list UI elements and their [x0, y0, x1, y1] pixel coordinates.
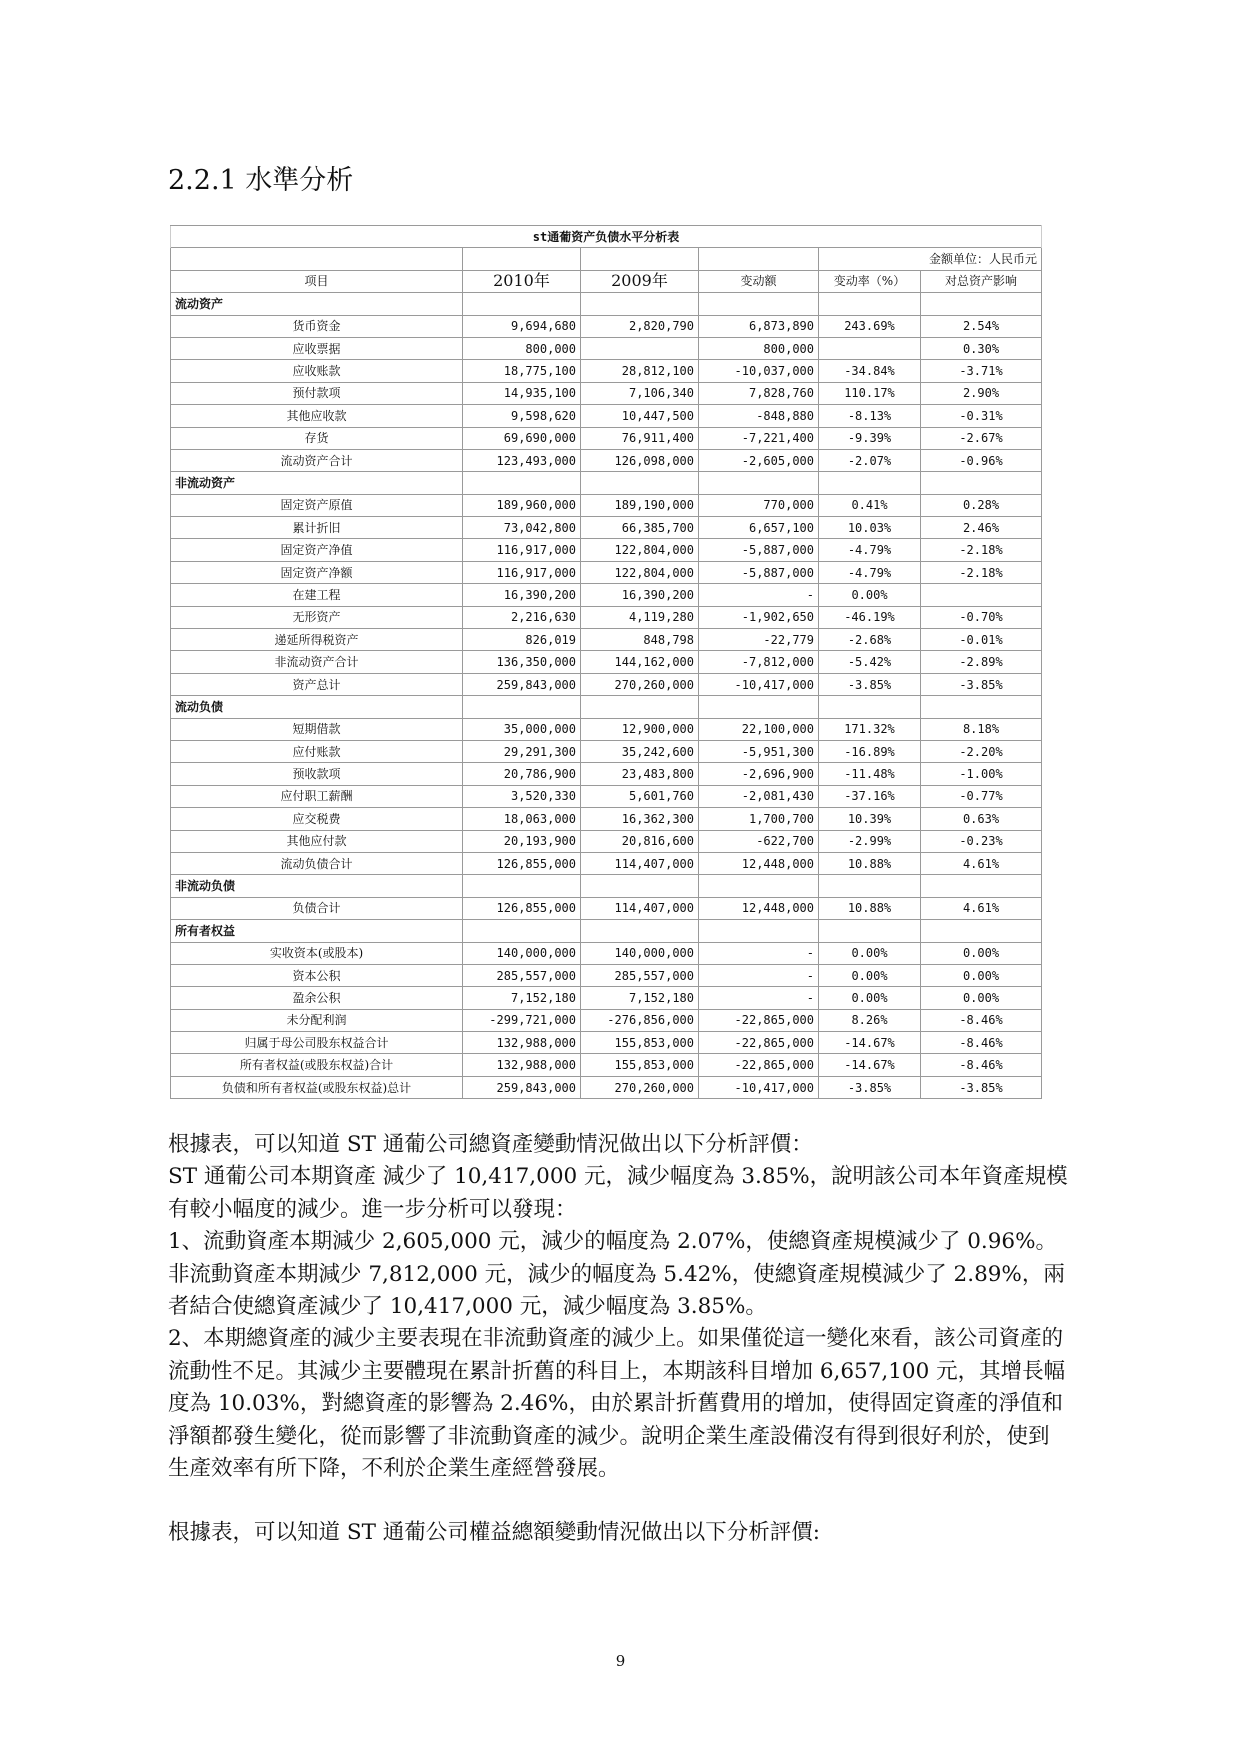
table-row — [171, 740, 1042, 762]
table-row — [171, 964, 1042, 986]
change-amount: 6,657,100 — [699, 517, 819, 539]
table-row — [171, 942, 1042, 964]
row-item-label: 资产总计 — [171, 673, 463, 695]
table-row — [171, 897, 1042, 919]
change-amount: -5,887,000 — [699, 561, 819, 583]
total-asset-impact: 0.63% — [921, 808, 1042, 830]
change-rate: 8.26% — [819, 1009, 921, 1031]
row-item-label: 累计折旧 — [171, 517, 463, 539]
change-rate: -8.13% — [819, 405, 921, 427]
col-header-impact: 对总资产影响 — [921, 270, 1042, 292]
change-amount: 7,828,760 — [699, 382, 819, 404]
value-2009: 10,447,500 — [581, 405, 699, 427]
value-2010: 800,000 — [463, 337, 581, 359]
value-2009: 155,853,000 — [581, 1054, 699, 1076]
row-item-label: 所有者权益(或股东权益)合计 — [171, 1054, 463, 1076]
row-item-label: 应交税费 — [171, 808, 463, 830]
total-asset-impact: -3.85% — [921, 1076, 1042, 1098]
change-amount: 1,700,700 — [699, 808, 819, 830]
total-asset-impact: 8.18% — [921, 718, 1042, 740]
total-asset-impact: -0.01% — [921, 629, 1042, 651]
paragraph: 根據表，可以知道 ST 通葡公司權益總額變動情況做出以下分析評價: — [168, 1520, 820, 1546]
section-label: 非流动资产 — [171, 472, 463, 494]
change-amount: 22,100,000 — [699, 718, 819, 740]
change-rate: -3.85% — [819, 1076, 921, 1098]
table-row — [171, 539, 1042, 561]
change-rate: -2.07% — [819, 449, 921, 471]
section-row — [171, 875, 1042, 897]
row-item-label: 负债合计 — [171, 897, 463, 919]
total-asset-impact: -3.85% — [921, 673, 1042, 695]
col-header-item: 项目 — [171, 270, 463, 292]
table-row — [171, 494, 1042, 516]
change-rate: -34.84% — [819, 360, 921, 382]
change-rate: -11.48% — [819, 763, 921, 785]
table-row — [171, 830, 1042, 852]
value-2009: 848,798 — [581, 629, 699, 651]
change-rate: 10.03% — [819, 517, 921, 539]
row-item-label: 固定资产净值 — [171, 539, 463, 561]
change-amount: -10,417,000 — [699, 1076, 819, 1098]
change-rate: -5.42% — [819, 651, 921, 673]
value-2009: 122,804,000 — [581, 539, 699, 561]
change-rate: 0.00% — [819, 942, 921, 964]
table-row — [171, 517, 1042, 539]
paragraph: 2、本期總資產的減少主要表現在非流動資產的減少上。如果僅從這一變化來看，該公司資產的流動性不足。其減少主要體現在累計折舊的科目上，本期該科目增加 6,657,100 元，其增長幅度為 10.03%，對總資產的影響為 2.46%，由於累計折舊費用的增加，使得固定資產的淨值和淨額都發生變化，從而影響了非流動資產的減少。說明企業生產設備沒有得到很好利於，使到生產效率有所下降，不利於企業生產經營發展。 — [168, 1326, 1066, 1482]
table-row — [171, 1076, 1042, 1098]
row-item-label: 应付职工薪酬 — [171, 785, 463, 807]
value-2010: 140,000,000 — [463, 942, 581, 964]
row-item-label: 存货 — [171, 427, 463, 449]
section-label: 流动资产 — [171, 293, 463, 315]
paragraph: ST 通葡公司本期資產 減少了 10,417,000 元，減少幅度為 3.85%，說明該公司本年資產規模有較小幅度的減少。進一步分析可以發現： — [168, 1164, 1068, 1222]
value-2009: 285,557,000 — [581, 964, 699, 986]
row-item-label: 固定资产净额 — [171, 561, 463, 583]
row-item-label: 流动资产合计 — [171, 449, 463, 471]
section-label: 非流动负债 — [171, 875, 463, 897]
change-amount: - — [699, 964, 819, 986]
change-rate — [819, 337, 921, 359]
change-amount: -22,865,000 — [699, 1054, 819, 1076]
value-2009: 4,119,280 — [581, 606, 699, 628]
total-asset-impact — [921, 584, 1042, 606]
total-asset-impact: -8.46% — [921, 1009, 1042, 1031]
table-row — [171, 852, 1042, 874]
page-number: 9 — [615, 1652, 626, 1670]
value-2010: 116,917,000 — [463, 561, 581, 583]
total-asset-impact: -2.89% — [921, 651, 1042, 673]
value-2010: 20,786,900 — [463, 763, 581, 785]
table-row — [171, 1054, 1042, 1076]
change-rate: 0.00% — [819, 584, 921, 606]
value-2010: 14,935,100 — [463, 382, 581, 404]
total-asset-impact: 2.46% — [921, 517, 1042, 539]
change-rate: 10.39% — [819, 808, 921, 830]
table-unit-row — [171, 248, 1042, 270]
change-rate: 110.17% — [819, 382, 921, 404]
value-2010: 132,988,000 — [463, 1054, 581, 1076]
total-asset-impact: -0.77% — [921, 785, 1042, 807]
table-row — [171, 808, 1042, 830]
row-item-label: 负债和所有者权益(或股东权益)总计 — [171, 1076, 463, 1098]
change-amount: -848,880 — [699, 405, 819, 427]
total-asset-impact: -2.67% — [921, 427, 1042, 449]
row-item-label: 固定资产原值 — [171, 494, 463, 516]
value-2009: 35,242,600 — [581, 740, 699, 762]
table-header-row — [171, 270, 1042, 292]
change-rate: 10.88% — [819, 897, 921, 919]
change-amount: -622,700 — [699, 830, 819, 852]
change-rate: -4.79% — [819, 539, 921, 561]
value-2010: 9,598,620 — [463, 405, 581, 427]
row-item-label: 盈余公积 — [171, 987, 463, 1009]
table-row — [171, 382, 1042, 404]
row-item-label: 应收票据 — [171, 337, 463, 359]
row-item-label: 未分配利润 — [171, 1009, 463, 1031]
value-2009: 122,804,000 — [581, 561, 699, 583]
change-rate: 0.41% — [819, 494, 921, 516]
table-row — [171, 561, 1042, 583]
change-rate: 0.00% — [819, 987, 921, 1009]
change-amount: -1,902,650 — [699, 606, 819, 628]
col-header-2010: 2010年 — [463, 270, 581, 292]
value-2009: 114,407,000 — [581, 852, 699, 874]
table-row — [171, 1009, 1042, 1031]
value-2009: 155,853,000 — [581, 1032, 699, 1054]
paragraph: 1、流動資產本期減少 2,605,000 元，減少的幅度為 2.07%，使總資產規模減少了 0.96%。非流動資產本期減少 7,812,000 元，減少的幅度為 5.42%，使總資產規模減少了 2.89%，兩者結合使總資產減少了 10,417,000 元，減少幅度為 3.85%。 — [168, 1229, 1065, 1320]
analysis-text — [168, 1129, 1068, 1550]
table-row — [171, 987, 1042, 1009]
value-2009: 66,385,700 — [581, 517, 699, 539]
total-asset-impact: 0.00% — [921, 987, 1042, 1009]
row-item-label: 应收账款 — [171, 360, 463, 382]
total-asset-impact: 0.00% — [921, 942, 1042, 964]
value-2010: 3,520,330 — [463, 785, 581, 807]
table-row — [171, 718, 1042, 740]
value-2010: 9,694,680 — [463, 315, 581, 337]
change-rate: 171.32% — [819, 718, 921, 740]
row-item-label: 递延所得税资产 — [171, 629, 463, 651]
change-amount: 12,448,000 — [699, 852, 819, 874]
section-label: 所有者权益 — [171, 920, 463, 942]
change-amount: -22,779 — [699, 629, 819, 651]
change-amount: -22,865,000 — [699, 1032, 819, 1054]
change-rate: -9.39% — [819, 427, 921, 449]
change-amount: -10,037,000 — [699, 360, 819, 382]
total-asset-impact: -8.46% — [921, 1032, 1042, 1054]
change-rate: -4.79% — [819, 561, 921, 583]
table-title-row — [171, 226, 1042, 248]
value-2009: 16,390,200 — [581, 584, 699, 606]
value-2010: 136,350,000 — [463, 651, 581, 673]
row-item-label: 无形资产 — [171, 606, 463, 628]
change-amount: 770,000 — [699, 494, 819, 516]
value-2010: 116,917,000 — [463, 539, 581, 561]
change-rate: -3.85% — [819, 673, 921, 695]
row-item-label: 流动负债合计 — [171, 852, 463, 874]
row-item-label: 实收资本(或股本) — [171, 942, 463, 964]
row-item-label: 其他应付款 — [171, 830, 463, 852]
change-rate: -14.67% — [819, 1054, 921, 1076]
value-2010: 126,855,000 — [463, 852, 581, 874]
change-amount: 12,448,000 — [699, 897, 819, 919]
value-2009: 7,106,340 — [581, 382, 699, 404]
change-amount: 800,000 — [699, 337, 819, 359]
value-2009: 189,190,000 — [581, 494, 699, 516]
table-row — [171, 763, 1042, 785]
table-row — [171, 315, 1042, 337]
section-row — [171, 920, 1042, 942]
total-asset-impact: -0.31% — [921, 405, 1042, 427]
value-2010: 16,390,200 — [463, 584, 581, 606]
table-row — [171, 449, 1042, 471]
value-2010: 18,063,000 — [463, 808, 581, 830]
value-2010: 69,690,000 — [463, 427, 581, 449]
value-2009: 2,820,790 — [581, 315, 699, 337]
value-2009: 20,816,600 — [581, 830, 699, 852]
change-amount: 6,873,890 — [699, 315, 819, 337]
value-2010: 7,152,180 — [463, 987, 581, 1009]
balance-sheet-analysis-table — [170, 225, 1042, 1099]
col-header-2009: 2009年 — [581, 270, 699, 292]
section-row — [171, 293, 1042, 315]
total-asset-impact: -2.18% — [921, 561, 1042, 583]
section-row — [171, 472, 1042, 494]
table-row — [171, 584, 1042, 606]
value-2010: 20,193,900 — [463, 830, 581, 852]
row-item-label: 应付账款 — [171, 740, 463, 762]
total-asset-impact: -8.46% — [921, 1054, 1042, 1076]
total-asset-impact: 4.61% — [921, 852, 1042, 874]
value-2009: 76,911,400 — [581, 427, 699, 449]
value-2009: 12,900,000 — [581, 718, 699, 740]
total-asset-impact: 2.54% — [921, 315, 1042, 337]
change-amount: - — [699, 584, 819, 606]
table-row — [171, 360, 1042, 382]
table-row — [171, 427, 1042, 449]
total-asset-impact: -3.71% — [921, 360, 1042, 382]
total-asset-impact: 0.00% — [921, 964, 1042, 986]
change-amount: -7,221,400 — [699, 427, 819, 449]
col-header-change: 变动额 — [699, 270, 819, 292]
value-2010: 126,855,000 — [463, 897, 581, 919]
total-asset-impact: 0.28% — [921, 494, 1042, 516]
paragraph: 根據表，可以知道 ST 通葡公司總資產變動情況做出以下分析評價： — [168, 1132, 813, 1157]
change-amount: -7,812,000 — [699, 651, 819, 673]
total-asset-impact: 4.61% — [921, 897, 1042, 919]
value-2009: 126,098,000 — [581, 449, 699, 471]
total-asset-impact: -0.23% — [921, 830, 1042, 852]
change-amount: -2,081,430 — [699, 785, 819, 807]
total-asset-impact: -0.70% — [921, 606, 1042, 628]
change-rate: 243.69% — [819, 315, 921, 337]
row-item-label: 货币资金 — [171, 315, 463, 337]
change-amount: -2,696,900 — [699, 763, 819, 785]
table-row — [171, 337, 1042, 359]
row-item-label: 资本公积 — [171, 964, 463, 986]
row-item-label: 其他应收款 — [171, 405, 463, 427]
value-2009: 7,152,180 — [581, 987, 699, 1009]
table-row — [171, 785, 1042, 807]
total-asset-impact: -1.00% — [921, 763, 1042, 785]
table-row — [171, 651, 1042, 673]
row-item-label: 预付款项 — [171, 382, 463, 404]
section-row — [171, 696, 1042, 718]
change-amount: - — [699, 987, 819, 1009]
table-row — [171, 673, 1042, 695]
value-2010: 259,843,000 — [463, 1076, 581, 1098]
total-asset-impact: -2.18% — [921, 539, 1042, 561]
col-header-rate: 变动率（%） — [819, 270, 921, 292]
table-title: st通葡资产负债水平分析表 — [171, 226, 1042, 248]
change-rate: 0.00% — [819, 964, 921, 986]
table-row — [171, 606, 1042, 628]
row-item-label: 非流动资产合计 — [171, 651, 463, 673]
total-asset-impact: 2.90% — [921, 382, 1042, 404]
value-2009: 270,260,000 — [581, 1076, 699, 1098]
section-label: 流动负债 — [171, 696, 463, 718]
change-amount: -5,951,300 — [699, 740, 819, 762]
total-asset-impact: -0.96% — [921, 449, 1042, 471]
value-2010: 35,000,000 — [463, 718, 581, 740]
value-2009: -276,856,000 — [581, 1009, 699, 1031]
total-asset-impact: -2.20% — [921, 740, 1042, 762]
table-row — [171, 1032, 1042, 1054]
value-2010: -299,721,000 — [463, 1009, 581, 1031]
value-2010: 18,775,100 — [463, 360, 581, 382]
change-rate: 10.88% — [819, 852, 921, 874]
section-heading: 2.2.1 水準分析 — [168, 165, 354, 196]
change-rate: -2.68% — [819, 629, 921, 651]
value-2010: 123,493,000 — [463, 449, 581, 471]
row-item-label: 在建工程 — [171, 584, 463, 606]
total-asset-impact: 0.30% — [921, 337, 1042, 359]
value-2010: 29,291,300 — [463, 740, 581, 762]
value-2010: 826,019 — [463, 629, 581, 651]
value-2009 — [581, 337, 699, 359]
value-2010: 132,988,000 — [463, 1032, 581, 1054]
value-2010: 285,557,000 — [463, 964, 581, 986]
value-2009: 5,601,760 — [581, 785, 699, 807]
table-row — [171, 405, 1042, 427]
change-rate: -46.19% — [819, 606, 921, 628]
change-rate: -16.89% — [819, 740, 921, 762]
value-2010: 259,843,000 — [463, 673, 581, 695]
balance-sheet-table-container — [170, 225, 1041, 1099]
change-rate: -2.99% — [819, 830, 921, 852]
change-amount: -10,417,000 — [699, 673, 819, 695]
change-rate: -37.16% — [819, 785, 921, 807]
value-2009: 23,483,800 — [581, 763, 699, 785]
value-2009: 140,000,000 — [581, 942, 699, 964]
value-2009: 114,407,000 — [581, 897, 699, 919]
row-item-label: 预收款项 — [171, 763, 463, 785]
value-2009: 270,260,000 — [581, 673, 699, 695]
change-rate: -14.67% — [819, 1032, 921, 1054]
value-2010: 2,216,630 — [463, 606, 581, 628]
value-2009: 16,362,300 — [581, 808, 699, 830]
value-2009: 28,812,100 — [581, 360, 699, 382]
currency-unit-label: 金额单位：人民币元 — [819, 248, 1042, 270]
change-amount: -5,887,000 — [699, 539, 819, 561]
table-row — [171, 629, 1042, 651]
row-item-label: 归属于母公司股东权益合计 — [171, 1032, 463, 1054]
value-2009: 144,162,000 — [581, 651, 699, 673]
change-amount: -2,605,000 — [699, 449, 819, 471]
value-2010: 189,960,000 — [463, 494, 581, 516]
row-item-label: 短期借款 — [171, 718, 463, 740]
change-amount: - — [699, 942, 819, 964]
change-amount: -22,865,000 — [699, 1009, 819, 1031]
value-2010: 73,042,800 — [463, 517, 581, 539]
